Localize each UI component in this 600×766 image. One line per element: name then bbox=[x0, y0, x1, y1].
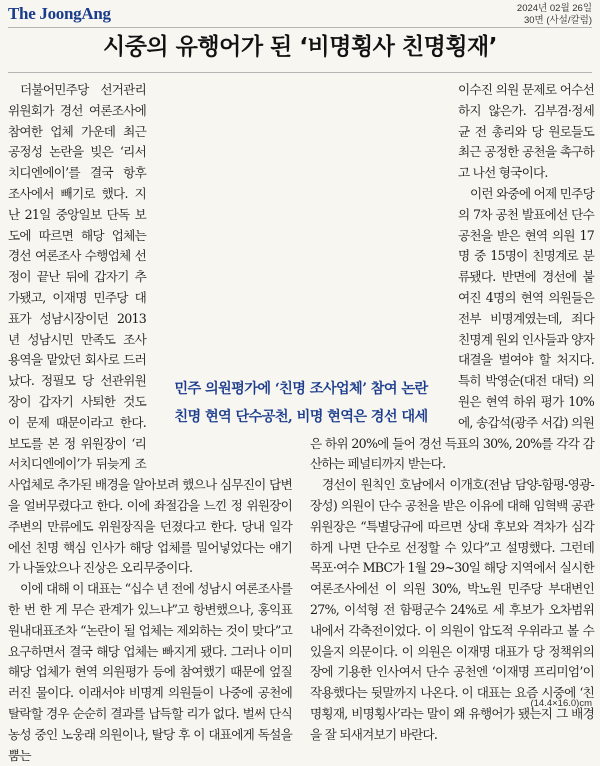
headline-rule bbox=[8, 72, 592, 73]
article-paragraph-1: 더불어민주당 선거관리위원회가 경선 여론조사에 참여한 업체 가운데 최근 공정성 논란을 빚은 ‘리서치디엔에이’를 결국 항후 조사에서 빼기로 했다. 지난 21일 중앙일보 단독 보도에 따르면 해당 업체는 경선 여론조사 수행업체 선정이 끝난 뒤에 갑자기 추가됐고, 이재명 민주당 대표가 성남시장이던 2013년 성남시민 만족도 조사 용역을 맡았던 회사로 드러났다. 정필모 당 선관위원장이 갑자기 사퇴한 것도 이 문제 때문이라고 한다. 보도를 본 정 위원장이 ‘리서치디엔에이’가 뒤늦게 조사업체로 추가된 배경을 알아보려 했으나 심무진이 답변을 얼버무렸다고 한다. 이에 좌절감을 느낀 정 위원장이 주변의 만류에도 위원장직을 던졌다고 한다. 당내 일각에선 친명 핵심 인사가 해당 업체를 밀어넣었다는 얘기가 나돌았으나 진상은 오리무중이다. bbox=[8, 82, 292, 576]
pull-quote-line-1: 민주 의원평가에 ‘친명 조사업체’ 참여 논란 bbox=[174, 381, 428, 397]
article-paragraph-2: 이에 대해 이 대표는 “십수 년 전에 성남시 여론조사를 한 번 한 게 무슨 관계가 있느냐”고 항변했으나, 홍익표 원내대표조차 “논란이 될 업체는 제외하는 것이 맞다”고 요구하면서 결국 해당 업체는 빠지게 됐다. 그러나 이미 해당 업체가 현역 의원평가 등에 참여했기 때문에 엎질러진 물이다. 이래서야 비명계 의원들이 나중에 공천에 탈락할 경우 순순히 결과를 납득할 리가 없다. 벌써 단식 농성 중인 노웅래 의원이나, 탈당 후 이 대표에게 독설을 뿜는 bbox=[8, 581, 292, 763]
pull-quote bbox=[150, 374, 452, 432]
dateline bbox=[517, 3, 592, 27]
article-size-note: (14.4×16.0)cm bbox=[530, 698, 592, 709]
newspaper-logo: The JoongAng bbox=[8, 4, 111, 23]
publish-date: 2024년 02월 26일 bbox=[516, 3, 592, 14]
page-section: 30면 (사설/칼럼) bbox=[523, 15, 592, 26]
pull-quote-line-2: 친명 현역 단수공천, 비명 현역은 경선 대세 bbox=[174, 409, 428, 425]
article-paragraph-5: 경선이 원칙인 호남에서 이개호(전남 담양-함평-영광-장성) 의원이 단수 공천을 받은 이유에 대해 임혁백 공관위원장은 “특별당규에 따르면 상대 후보와 격차가 심각하게 나면 단수로 선정할 수 있다”고 설명했다. 그런데 목포·여수 MBC가 1월 29~30일 해당 지역에서 실시한 여론조사에선 이 의원 30%, 박노원 민주당 부대변인 27%, 이석형 전 함평군수 24%로 세 후보가 오차범위 내에서 각축전이었다. 이 의원이 압도적 우위라고 볼 수 있을지 의문이다. 이 의원은 이재명 대표가 당 정책위의장에 기용한 인사여서 단수 공천엔 ‘이재명 프리미엄’이 작용했다는 뒷말까지 나온다. 이 대표는 요즘 시중에 ‘친명횡재, 비명횡사’라는 말이 왜 유행어가 됐는지 그 배경을 잘 되새겨보기 바란다. bbox=[310, 477, 594, 742]
article-paragraph-4: 이런 와중에 어제 민주당의 7차 공천 발표에선 단수 공천을 받은 현역 의원 17명 중 15명이 친명계로 분류됐다. 반면에 경선에 붙여진 4명의 현역 의원들은 전부 비명계였는데, 죄다 친명계 원외 인사들과 양자대결을 벌여야 할 처지다. 특히 박영순(대전 대덕) 의원은 현역 하위 평가 10%에, 송갑석(광주 서갑) 의원은 하위 20%에 들어 경선 득표의 30%, 20%를 각각 감산하는 페널티까지 받는다. bbox=[310, 185, 594, 472]
headline: 시중의 유행어가 된 ‘비명횡사 친명횡재’ bbox=[103, 34, 497, 60]
article-paragraph-3: 이수진 의원 문제로 어수선하지 않은가. 김부겸·정세균 전 총리와 당 원로들도 최근 공정한 공천을 촉구하고 나선 형국이다. bbox=[458, 82, 594, 181]
